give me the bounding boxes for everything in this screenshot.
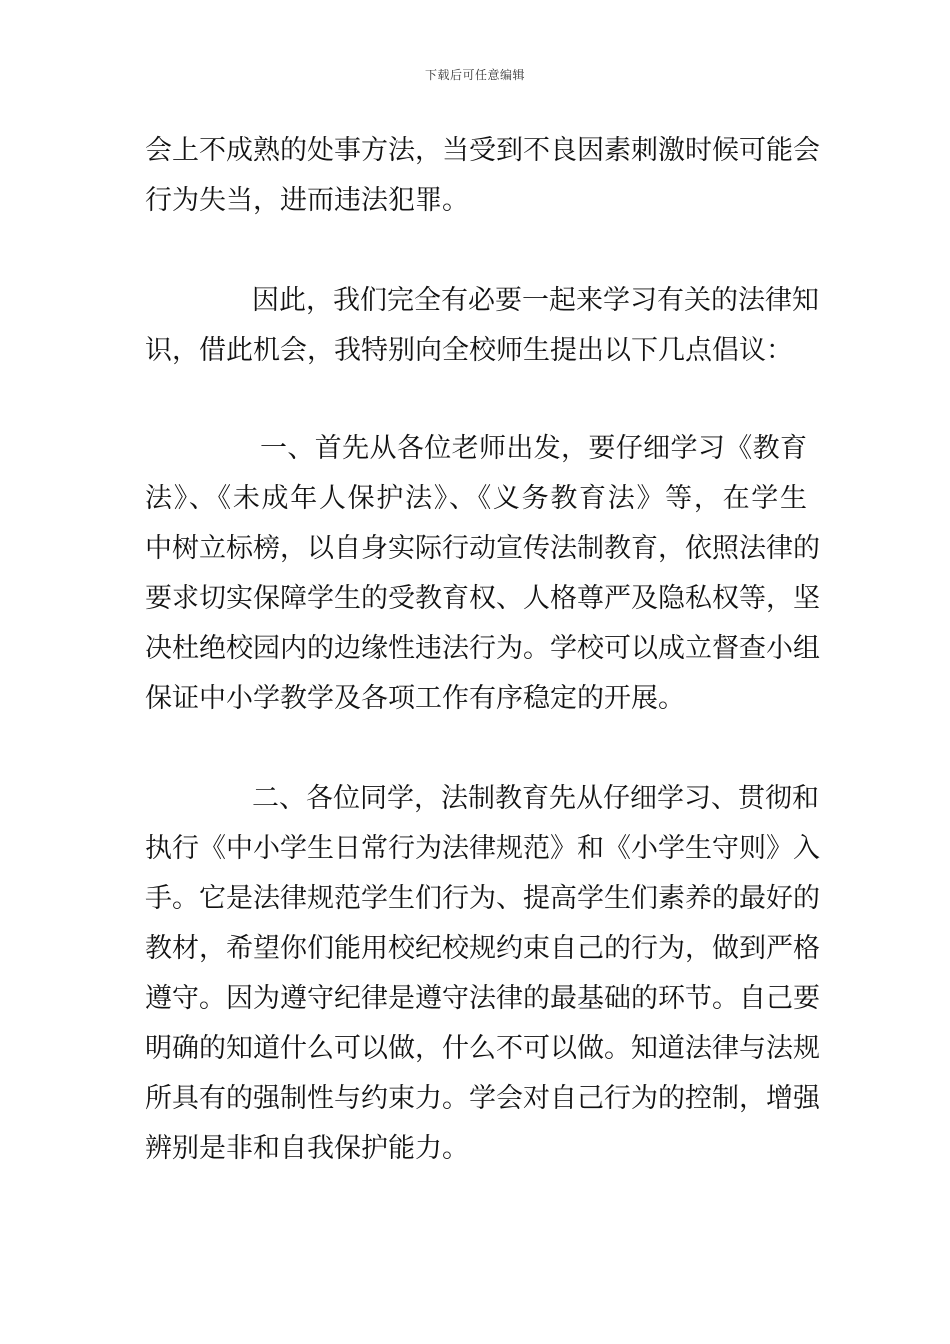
- paragraph-4-line-8: 辨别是非和自我保护能力。: [145, 1133, 469, 1164]
- paragraph-2-line-1: 因此，我们完全有必要一起来学习有关的法律知: [252, 285, 819, 316]
- paragraph-3-line-4: 要求切实保障学生的受教育权、人格尊严及隐私权等，坚: [145, 583, 820, 614]
- paragraph-1-line-1: 会上不成熟的处事方法，当受到不良因素刺激时候可能会: [145, 135, 820, 166]
- paragraph-4-line-7: 所具有的强制性与约束力。学会对自己行为的控制，增强: [145, 1083, 820, 1114]
- paragraph-4-line-6: 明确的知道什么可以做，什么不可以做。知道法律与法规: [145, 1033, 820, 1064]
- paragraph-3-line-3: 中树立标榜，以自身实际行动宣传法制教育，依照法律的: [145, 533, 820, 564]
- paragraph-2-line-2: 识，借此机会，我特别向全校师生提出以下几点倡议：: [145, 335, 793, 366]
- paragraph-4-line-2: 执行《中小学生日常行为法律规范》和《小学生守则》入: [145, 833, 820, 864]
- paragraph-4-line-4: 教材，希望你们能用校纪校规约束自己的行为，做到严格: [145, 933, 820, 964]
- paragraph-3-line-2: 法》、《未成年人保护法》、《义务教育法》等，在学生: [145, 483, 807, 514]
- paragraph-1-line-2: 行为失当，进而违法犯罪。: [145, 185, 469, 216]
- paragraph-3-line-1: 一、首先从各位老师出发，要仔细学习《教育: [260, 433, 807, 464]
- page-header: 下载后可任意编辑: [424, 68, 525, 82]
- paragraph-4-line-3: 手。它是法律规范学生们行为、提高学生们素养的最好的: [145, 883, 820, 914]
- paragraph-3-line-5: 决杜绝校园内的边缘性违法行为。学校可以成立督查小组: [145, 633, 820, 664]
- paragraph-4-line-1: 二、各位同学，法制教育先从仔细学习、贯彻和: [252, 783, 819, 814]
- paragraph-4-line-5: 遵守。因为遵守纪律是遵守法律的最基础的环节。自己要: [145, 983, 820, 1014]
- paragraph-3-line-6: 保证中小学教学及各项工作有序稳定的开展。: [145, 683, 685, 714]
